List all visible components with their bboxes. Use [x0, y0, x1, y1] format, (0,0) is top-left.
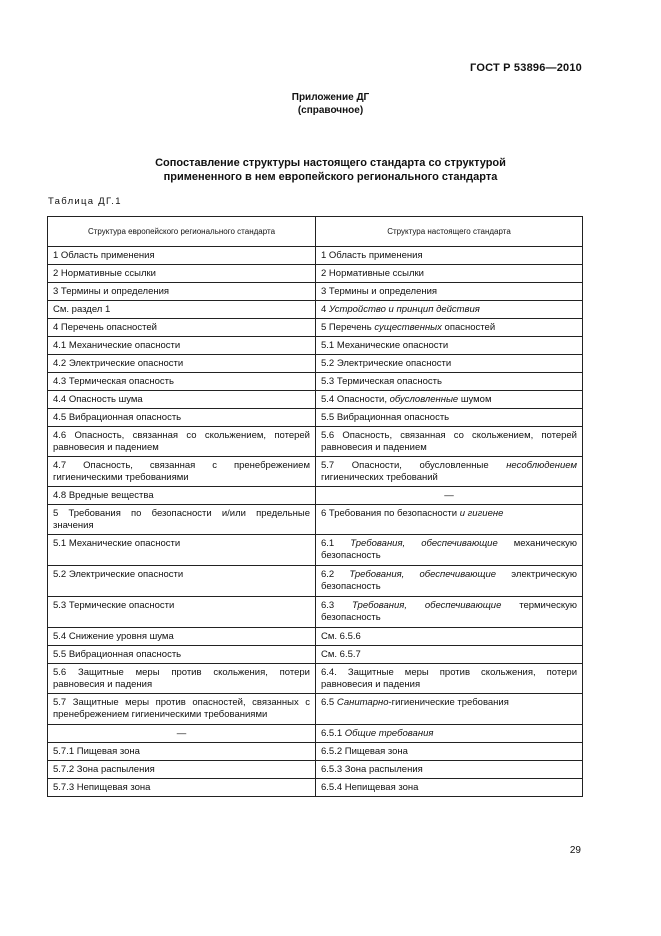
cell-national-structure	[316, 301, 583, 319]
cell-text: 6.5.2 Пищевая зона	[321, 746, 408, 757]
cell-text: шумом	[458, 394, 492, 405]
cell-european-structure	[48, 664, 316, 694]
annex-title: Приложение ДГ	[291, 92, 370, 103]
cell-european-structure	[48, 283, 316, 301]
cell-national-structure	[316, 597, 583, 628]
table-row	[48, 301, 583, 319]
cell-national-structure	[316, 391, 583, 409]
cell-text: 2 Нормативные ссылки	[53, 268, 156, 279]
cell-european-structure	[48, 779, 316, 797]
cell-national-structure	[316, 694, 583, 725]
cell-text: 4.3 Термическая опасность	[53, 376, 174, 387]
cell-european-structure	[48, 761, 316, 779]
cell-text: 4.8 Вредные вещества	[53, 490, 154, 501]
cell-european-structure	[48, 355, 316, 373]
cell-european-structure	[48, 373, 316, 391]
cell-text: 5.1 Механические опасности	[321, 340, 449, 351]
cell-national-structure	[316, 487, 583, 505]
cell-text: 5.7 Опасности, обусловленные	[321, 460, 507, 471]
cell-national-structure	[316, 535, 583, 566]
cell-national-structure	[316, 725, 583, 743]
cell-text: 4.1 Механические опасности	[53, 340, 181, 351]
table-row	[48, 487, 583, 505]
cell-text: 5.1 Механические опасности	[53, 538, 181, 549]
table-row	[48, 628, 583, 646]
cell-text: 5.5 Вибрационная опасность	[321, 412, 450, 423]
table-row	[48, 597, 583, 628]
cell-national-structure	[316, 646, 583, 664]
table-row	[48, 505, 583, 535]
table-row	[48, 337, 583, 355]
cell-text: См. 6.5.6	[321, 631, 361, 642]
cell-european-structure	[48, 409, 316, 427]
annex-heading	[0, 91, 661, 117]
cell-national-structure	[316, 409, 583, 427]
table-row	[48, 391, 583, 409]
italic-text: Устройство и принцип действия	[328, 304, 480, 315]
cell-european-structure	[48, 505, 316, 535]
table-row	[48, 373, 583, 391]
cell-text: 6.2	[321, 569, 350, 580]
table-row	[48, 355, 583, 373]
cell-text: 6 Требования по безопасности	[321, 508, 460, 519]
cell-text: См. 6.5.7	[321, 649, 361, 660]
table-row	[48, 283, 583, 301]
cell-european-structure	[48, 725, 316, 743]
table-body	[48, 247, 583, 797]
cell-text: 3 Термины и определения	[321, 286, 438, 297]
cell-text: 4.4 Опасность шума	[53, 394, 143, 405]
table-row	[48, 761, 583, 779]
cell-national-structure	[316, 265, 583, 283]
comparison-table	[47, 216, 583, 797]
table-row	[48, 743, 583, 761]
cell-text: 1 Область применения	[53, 250, 155, 261]
cell-text: 6.1	[321, 538, 351, 549]
cell-text: 6.3	[321, 600, 353, 611]
section-heading	[0, 156, 661, 184]
cell-text: 5.7.1 Пищевая зона	[53, 746, 140, 757]
table-caption: Таблица ДГ.1	[48, 196, 122, 207]
italic-text: существенных	[374, 322, 442, 333]
cell-national-structure	[316, 247, 583, 265]
cell-national-structure	[316, 628, 583, 646]
italic-text: Требования, обеспечивающие	[349, 569, 497, 580]
italic-text: Санитарно	[336, 697, 389, 708]
cell-text: 4 Перечень опасностей	[53, 322, 157, 333]
cell-european-structure	[48, 247, 316, 265]
annex-subtitle: (справочное)	[297, 105, 364, 116]
cell-european-structure	[48, 597, 316, 628]
cell-text: 6.5.3 Зона распыления	[321, 764, 423, 775]
cell-text: 5.7 Защитные меры против опасностей, связанных с пренебрежением гигиеническими требованиями	[53, 697, 310, 720]
cell-european-structure	[48, 427, 316, 457]
cell-text: 6.5.4 Непищевая зона	[321, 782, 419, 793]
cell-european-structure	[48, 566, 316, 597]
cell-national-structure	[316, 355, 583, 373]
cell-national-structure	[316, 779, 583, 797]
standard-number: ГОСТ Р 53896—2010	[470, 62, 582, 74]
cell-text: 2 Нормативные ссылки	[321, 268, 424, 279]
table-row	[48, 694, 583, 725]
cell-text: 5.4 Снижение уровня шума	[53, 631, 174, 642]
cell-text: электрическую безопасность	[321, 569, 577, 592]
cell-text: 6.4. Защитные меры против скольжения, потери равновесия и падения	[321, 667, 577, 690]
page-number: 29	[569, 845, 581, 856]
table-row	[48, 427, 583, 457]
cell-european-structure	[48, 646, 316, 664]
cell-text: -гигиенические требования	[388, 697, 509, 708]
table-row	[48, 725, 583, 743]
table-row	[48, 566, 583, 597]
italic-text: Требования, обеспечивающие	[350, 538, 498, 549]
cell-national-structure	[316, 761, 583, 779]
cell-text: 4.2 Электрические опасности	[53, 358, 184, 369]
cell-text: 3 Термины и определения	[53, 286, 170, 297]
cell-text: 5.2 Электрические опасности	[53, 569, 184, 580]
cell-text: 5.6 Опасность, связанная со скольжением, потерей равновесия и падением	[321, 430, 577, 453]
cell-european-structure	[48, 694, 316, 725]
table-row	[48, 265, 583, 283]
cell-text: 5.2 Электрические опасности	[321, 358, 452, 369]
table-header-row	[48, 217, 583, 247]
cell-national-structure	[316, 505, 583, 535]
cell-text: термическую безопасность	[321, 600, 577, 623]
table-row	[48, 319, 583, 337]
cell-text: 5.3 Термические опасности	[53, 600, 175, 611]
cell-european-structure	[48, 319, 316, 337]
cell-text: 6.5	[321, 697, 337, 708]
cell-text: опасностей	[441, 322, 496, 333]
cell-text: гигиенических требований	[321, 472, 438, 483]
italic-text: и гигиене	[459, 508, 504, 519]
cell-national-structure	[316, 283, 583, 301]
table-row	[48, 535, 583, 566]
cell-text: 4	[321, 304, 329, 315]
cell-text: —	[444, 490, 454, 501]
cell-text: —	[176, 728, 187, 739]
cell-european-structure	[48, 628, 316, 646]
cell-european-structure	[48, 337, 316, 355]
column-header-european: Структура европейского регионального стандарта	[48, 217, 316, 247]
table-row	[48, 457, 583, 487]
cell-text: 4.5 Вибрационная опасность	[53, 412, 182, 423]
section-heading-line-1: Сопоставление структуры настоящего стандарта со структурой	[155, 157, 506, 169]
column-header-national: Структура настоящего стандарта	[316, 217, 583, 247]
italic-text: Общие требования	[344, 728, 434, 739]
cell-national-structure	[316, 337, 583, 355]
cell-text: 5.7.3 Непищевая зона	[53, 782, 151, 793]
cell-text: См. раздел 1	[53, 304, 111, 315]
cell-text: 5.6 Защитные меры против скольжения, потери равновесия и падения	[53, 667, 310, 690]
table-row	[48, 779, 583, 797]
italic-text: Требования, обеспечивающие	[352, 600, 502, 611]
cell-text: 4.6 Опасность, связанная со скольжением, потерей равновесия и падением	[53, 430, 310, 453]
italic-text: обусловленные	[389, 394, 459, 405]
cell-national-structure	[316, 664, 583, 694]
cell-text: 5.3 Термическая опасность	[321, 376, 442, 387]
cell-text: 6.5.1	[321, 728, 345, 739]
italic-text: несоблюдением	[506, 460, 577, 471]
cell-text: 5.4 Опасности,	[321, 394, 390, 405]
table-row	[48, 664, 583, 694]
cell-european-structure	[48, 487, 316, 505]
cell-european-structure	[48, 265, 316, 283]
cell-national-structure	[316, 743, 583, 761]
cell-national-structure	[316, 427, 583, 457]
cell-text: 4.7 Опасность, связанная с пренебрежением гигиеническими требованиями	[53, 460, 310, 483]
table-row	[48, 247, 583, 265]
cell-european-structure	[48, 391, 316, 409]
cell-european-structure	[48, 535, 316, 566]
cell-text: механическую безопасность	[321, 538, 577, 561]
table-row	[48, 409, 583, 427]
table-row	[48, 646, 583, 664]
cell-european-structure	[48, 301, 316, 319]
cell-text: 5.7.2 Зона распыления	[53, 764, 155, 775]
cell-european-structure	[48, 743, 316, 761]
cell-text: 1 Область применения	[321, 250, 423, 261]
section-heading-line-2: примененного в нем европейского регионального стандарта	[163, 171, 498, 183]
cell-national-structure	[316, 373, 583, 391]
cell-european-structure	[48, 457, 316, 487]
cell-national-structure	[316, 566, 583, 597]
cell-text: 5 Перечень	[321, 322, 375, 333]
cell-text: 5.5 Вибрационная опасность	[53, 649, 182, 660]
cell-text: 5 Требования по безопасности и/или предельные значения	[53, 508, 310, 531]
cell-national-structure	[316, 319, 583, 337]
cell-national-structure	[316, 457, 583, 487]
